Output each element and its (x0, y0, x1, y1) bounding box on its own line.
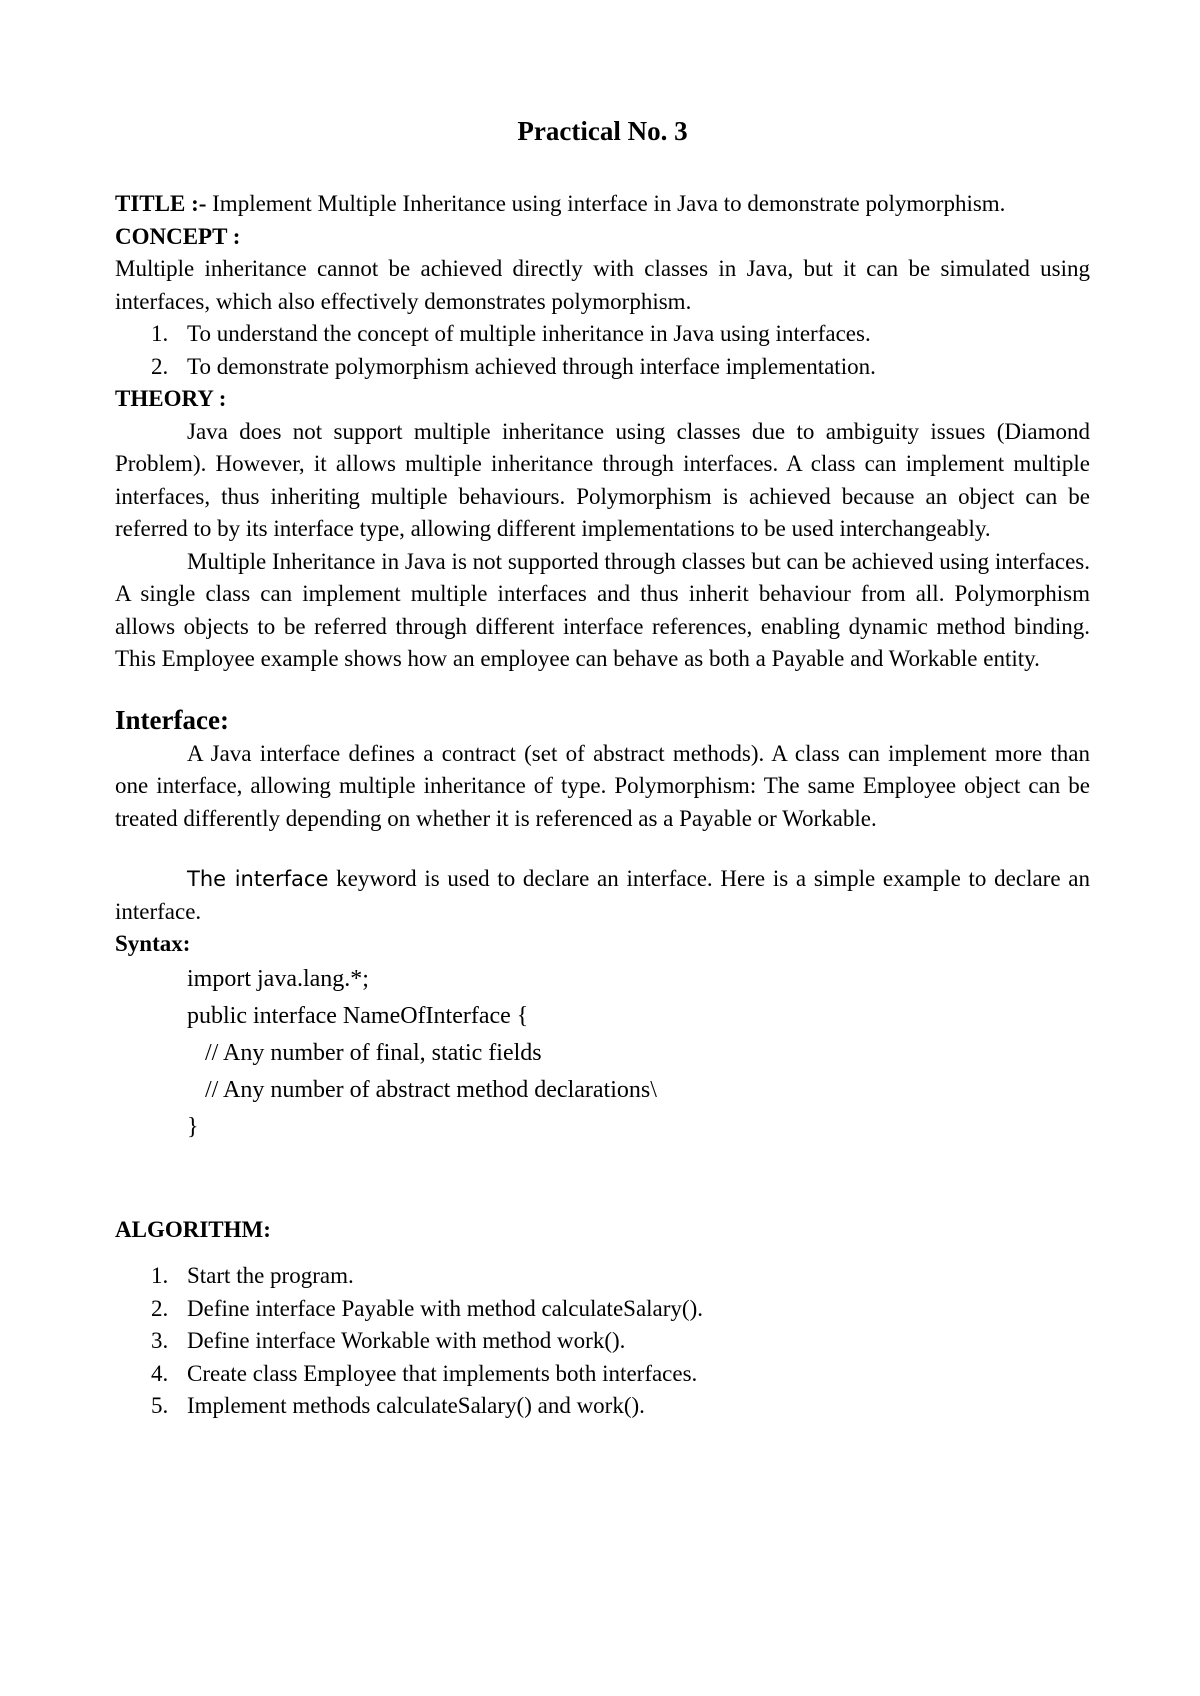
list-item (115, 1358, 1090, 1391)
interface-declaration-paragraph (115, 863, 1090, 928)
spacer (115, 1146, 1090, 1214)
spacer (115, 1246, 1090, 1260)
interface-paragraph: A Java interface defines a contract (set of abstract methods). A class can implement more than one interface, allowing multiple inheritance of type. Polymorphism: The same Employee object can be treated differently depending on whether it is referenced as a Payable or Workable. (115, 740, 1090, 831)
decl-prefix: The (187, 867, 235, 891)
list-item-number: 4. (151, 1360, 169, 1386)
list-item-text: Start the program. (187, 1263, 354, 1288)
list-item (115, 1390, 1090, 1423)
interface-heading: Interface: (115, 704, 229, 735)
theory-heading: THEORY : (115, 386, 227, 411)
algorithm-heading: ALGORITHM: (115, 1216, 271, 1242)
code-line: import java.lang.*; (187, 965, 369, 992)
list-item-text: Define interface Payable with method calculateSalary(). (187, 1295, 703, 1321)
interface-keyword: interface (234, 867, 329, 891)
code-line: } (187, 1113, 199, 1140)
list-item-text: Define interface Workable with method work(). (187, 1328, 626, 1353)
algorithm-steps (115, 1260, 1090, 1423)
list-item-number: 3. (151, 1328, 169, 1353)
document-body (115, 188, 1090, 1423)
concept-heading: CONCEPT : (115, 223, 241, 249)
list-item-text: Create class Employee that implements both interfaces. (187, 1360, 698, 1386)
list-item (115, 1325, 1090, 1358)
list-item (115, 1260, 1090, 1293)
title-label: TITLE :- (115, 191, 207, 216)
list-item (115, 351, 1090, 384)
code-line: // Any number of abstract method declarations\ (205, 1076, 657, 1103)
spacer (115, 676, 1090, 702)
concept-text: Multiple inheritance cannot be achieved directly with classes in Java, but it can be simulated using interfaces, which also effectively demonstrates polymorphism. (115, 256, 1090, 314)
list-item (115, 1293, 1090, 1326)
title-paragraph (115, 188, 1090, 221)
spacer (115, 835, 1090, 863)
list-item-number: 2. (151, 1295, 169, 1321)
list-item-text: To demonstrate polymorphism achieved through interface implementation. (187, 353, 876, 379)
page-title: Practical No. 3 (517, 116, 688, 146)
syntax-heading: Syntax: (115, 931, 191, 956)
theory-paragraph-2: Multiple Inheritance in Java is not supported through classes but can be achieved using interfaces. A single class can implement multiple interfaces and thus inherit behaviour from all. Polymorphism allows objects to be referred through different interface references, enabling dynamic method binding. This Employee example shows how an employee can behave as both a Payable and Workable entity. (115, 548, 1090, 671)
list-item-number: 5. (151, 1393, 169, 1418)
list-item-text: Implement methods calculateSalary() and work(). (187, 1393, 645, 1418)
list-item-number: 1. (151, 321, 169, 346)
list-item-text: To understand the concept of multiple inheritance in Java using interfaces. (187, 321, 871, 346)
decl-suffix: keyword is used to declare an interface. Here is a simple example to declare an interface. (115, 866, 1090, 924)
list-item (115, 318, 1090, 351)
list-item-number: 2. (151, 353, 169, 379)
code-line: public interface NameOfInterface { (187, 1002, 529, 1029)
concept-list (115, 318, 1090, 383)
list-item-number: 1. (151, 1263, 169, 1288)
theory-paragraph-1: Java does not support multiple inheritance using classes due to ambiguity issues (Diamond Problem). However, it allows multiple inheritance through interfaces. A class can implement multiple interfaces, thus inheriting multiple behaviours. Polymorphism is achieved because an object can be referred to by its interface type, allowing different implementations to be used interchangeably. (115, 418, 1090, 541)
code-line: // Any number of final, static fields (205, 1039, 542, 1066)
title-text: Implement Multiple Inheritance using interface in Java to demonstrate polymorphism. (206, 191, 1006, 216)
syntax-code-block (115, 961, 1090, 1146)
